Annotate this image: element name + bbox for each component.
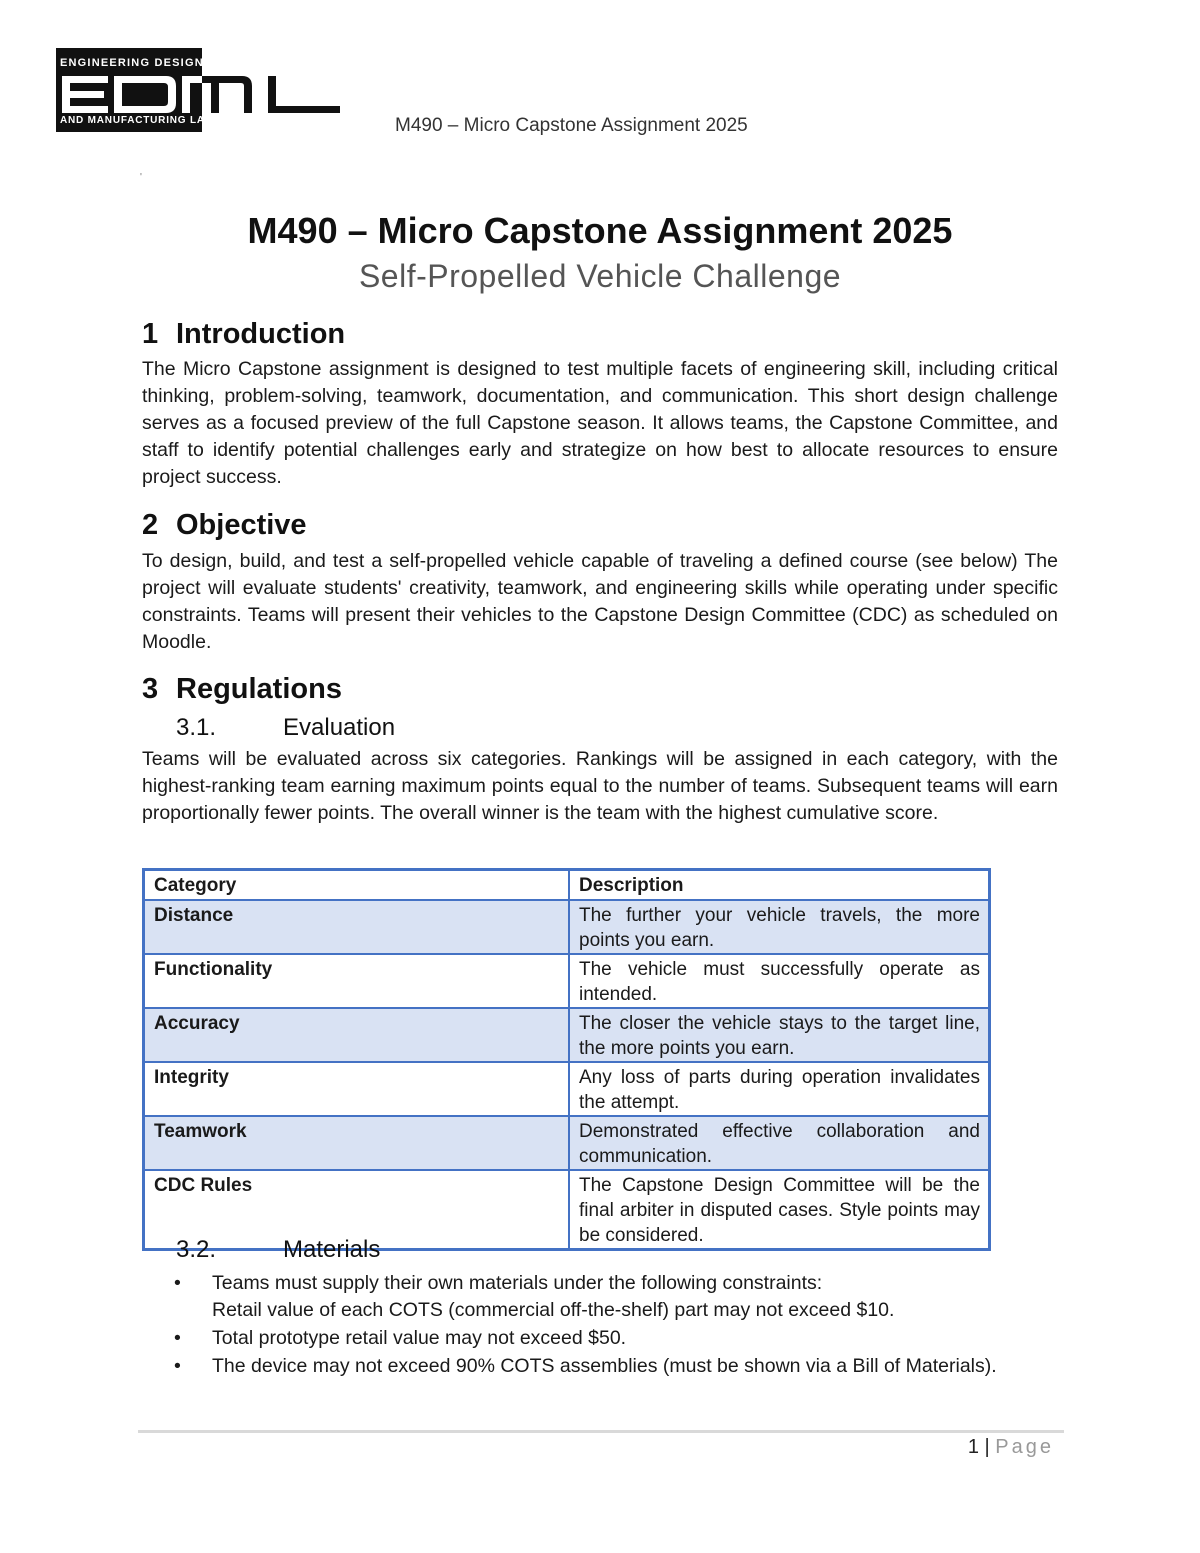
table-header-row [144, 870, 990, 901]
section-title: Objective [176, 509, 307, 541]
list-item [142, 1325, 1022, 1352]
list-item-text: The device may not exceed 90% COTS assemblies (must be shown via a Bill of Materials). [212, 1355, 997, 1377]
subsection-heading-materials [176, 1236, 380, 1264]
table-row [144, 1008, 990, 1062]
section-heading-introduction [142, 318, 345, 351]
table-row [144, 954, 990, 1008]
table-cell-description: Any loss of parts during operation invalidates the attempt. [569, 1062, 990, 1116]
table-cell-description: Demonstrated effective collaboration and communication. [569, 1116, 990, 1170]
objective-paragraph: To design, build, and test a self-propelled vehicle capable of traveling a defined course (see below) The project will evaluate students' creativity, teamwork, and engineering skills while operating under specific constraints. Teams will present their vehicles to the Capstone Design Committee (CDC) as scheduled on Moodle. [142, 550, 1058, 653]
subsection-title: Evaluation [283, 714, 396, 741]
logo-bottom-text: AND MANUFACTURING LABORATORY [60, 115, 268, 126]
table-row [144, 1062, 990, 1116]
subsection-title: Materials [283, 1236, 381, 1263]
section-number: 1 [142, 318, 159, 350]
table-header-description: Description [569, 870, 990, 901]
table-cell-category: Teamwork [144, 1116, 570, 1170]
page-number: 1 [967, 1436, 979, 1458]
materials-list [142, 1270, 1022, 1381]
bullet-icon: • [174, 1327, 181, 1349]
section-number: 3 [142, 673, 159, 705]
section-heading-regulations [142, 673, 342, 706]
subsection-number: 3.1. [176, 714, 217, 741]
table-row [144, 1116, 990, 1170]
evaluation-table [142, 868, 991, 1251]
list-item-text-continued: Retail value of each COTS (commercial off-the-shelf) part may not exceed $10. [212, 1299, 895, 1321]
logo-top-text: ENGINEERING DESIGN [60, 57, 204, 69]
introduction-paragraph: The Micro Capstone assignment is designed to test multiple facets of engineering skill, including critical thinking, problem-solving, teamwork, documentation, and communication. This short design challenge serves as a focused preview of the full Capstone season. It allows teams, the Capstone Committee, and staff to identify potential challenges early and strategize on how best to allocate resources to ensure project success. [142, 358, 1058, 488]
table-row [144, 900, 990, 954]
section-heading-objective [142, 509, 307, 542]
edml-logo [56, 48, 346, 132]
table-cell-description: The closer the vehicle stays to the target line, the more points you earn. [569, 1008, 990, 1062]
table-cell-category: Distance [144, 900, 570, 954]
bullet-icon: • [174, 1272, 181, 1294]
section-title: Introduction [176, 318, 346, 350]
bullet-icon: • [174, 1355, 181, 1377]
table-cell-category: Functionality [144, 954, 570, 1008]
subsection-heading-evaluation [176, 714, 395, 742]
table-cell-description: The vehicle must successfully operate as intended. [569, 954, 990, 1008]
logo-letter-e [62, 76, 108, 113]
footer-separator: | [984, 1436, 990, 1458]
table-cell-description: The Capstone Design Committee will be the final arbiter in disputed cases. Style points may be considered. [569, 1170, 990, 1250]
section-title: Regulations [176, 673, 342, 705]
document-subtitle: Self-Propelled Vehicle Challenge [358, 258, 842, 294]
stray-mark: ' [140, 172, 142, 183]
logo-m-gap [190, 83, 202, 113]
running-header-title: M490 – Micro Capstone Assignment 2025 [395, 115, 748, 136]
document-title: M490 – Micro Capstone Assignment 2025 [247, 210, 953, 251]
page-label: Page [995, 1436, 1054, 1458]
table-cell-category: Accuracy [144, 1008, 570, 1062]
footer-divider [138, 1430, 1064, 1433]
list-item [142, 1353, 1022, 1380]
table-header-category: Category [144, 870, 570, 901]
list-item [142, 1270, 1022, 1324]
table-cell-description: The further your vehicle travels, the more points you earn. [569, 900, 990, 954]
table-cell-category: CDC Rules [144, 1170, 570, 1250]
logo-letter-l [268, 76, 340, 113]
subsection-number: 3.2. [176, 1236, 217, 1263]
section-number: 2 [142, 509, 159, 541]
table-cell-category: Integrity [144, 1062, 570, 1116]
page-footer [968, 1436, 1054, 1459]
list-item-text: Teams must supply their own materials under the following constraints: [212, 1272, 823, 1294]
evaluation-paragraph: Teams will be evaluated across six categories. Rankings will be assigned in each category, with the highest-ranking team earning maximum points equal to the number of teams. Subsequent teams will earn proportionally fewer points. The overall winner is the team with the highest cumulative score. [142, 748, 1058, 824]
list-item-text: Total prototype retail value may not exceed $50. [212, 1327, 627, 1349]
